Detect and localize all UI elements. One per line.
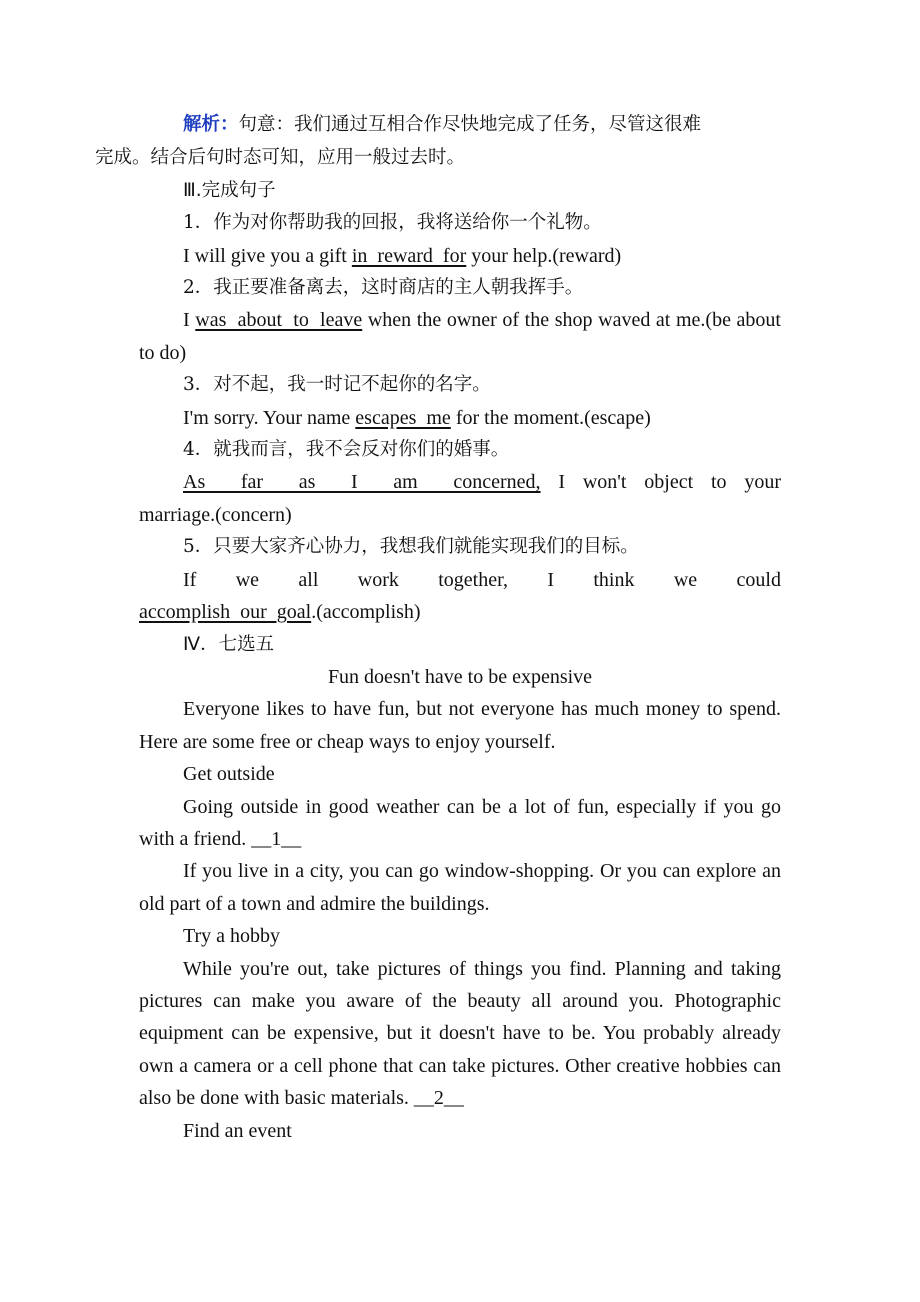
section3-heading: Ⅲ.完成句子 (183, 179, 276, 201)
item2-chinese: 2．我正要准备离去，这时商店的主人朝我挥手。 (183, 277, 584, 299)
item4-english-1: As far as I am concerned, I won't object to your (183, 471, 781, 494)
blank-1[interactable]: __1__ (251, 827, 302, 850)
item4-chinese: 4．就我而言，我不会反对你们的婚事。 (183, 439, 510, 461)
item5-english-2: accomplish our goal.(accomplish) (139, 601, 421, 624)
item2-answer: was about to leave (195, 309, 363, 332)
item3-chinese: 3．对不起，我一时记不起你的名字。 (183, 374, 491, 396)
section4-heading: Ⅳ．七选五 (183, 633, 275, 655)
item1-english: I will give you a gift in reward for your help.(reward) (183, 244, 622, 267)
item5-chinese: 5．只要大家齐心协力，我想我们就能实现我们的目标。 (183, 536, 639, 558)
passage-title: Fun doesn't have to be expensive (327, 665, 593, 688)
analysis-label: 解析： (183, 114, 239, 135)
document-page (95, 108, 781, 1147)
passage-para3: While you're out, take pictures of things you find. Planning and taking pictures can make you aware of the beauty all around you. Photographic equipment can be expensive, but it doesn't have to be. You probably already own a camera or a cell phone that can take pictures. Other creative hobbies can also be done with basic materials. __2__ (139, 957, 781, 1110)
passage-para1: Going outside in good weather can be a lot of fun, especially if you go with a friend. __1__ (139, 795, 781, 850)
item3-answer: escapes me (355, 406, 451, 429)
subheading-find-an-event: Find an event (183, 1119, 292, 1142)
analysis-text-1: 句意：我们通过互相合作尽快地完成了任务，尽管这很难 (238, 114, 702, 135)
item4-answer: As far as I am concerned, (183, 471, 541, 494)
item2-english: I was about to leave when the owner of the shop waved at me.(be about to do) (139, 309, 781, 364)
analysis-text-2: 完成。结合后句时态可知，应用一般过去时。 (95, 147, 466, 169)
passage-para2: If you live in a city, you can go window-shopping. Or you can explore an old part of a town and admire the buildings. (139, 860, 781, 915)
blank-2[interactable]: __2__ (413, 1087, 464, 1110)
item3-english: I'm sorry. Your name escapes me for the moment.(escape) (183, 406, 651, 429)
subheading-try-a-hobby: Try a hobby (183, 925, 281, 948)
item5-answer: accomplish our goal (139, 601, 312, 624)
item1-answer: in reward for (351, 244, 467, 267)
item4-english-2: marriage.(concern) (139, 503, 292, 526)
analysis-paragraph (95, 108, 781, 175)
item5-english-1: If we all work together, I think we could (183, 568, 781, 591)
passage-intro: Everyone likes to have fun, but not everyone has much money to spend. Here are some free or cheap ways to enjoy yourself. (139, 698, 781, 753)
subheading-get-outside: Get outside (183, 763, 275, 786)
item1-chinese: 1．作为对你帮助我的回报，我将送给你一个礼物。 (183, 212, 602, 234)
